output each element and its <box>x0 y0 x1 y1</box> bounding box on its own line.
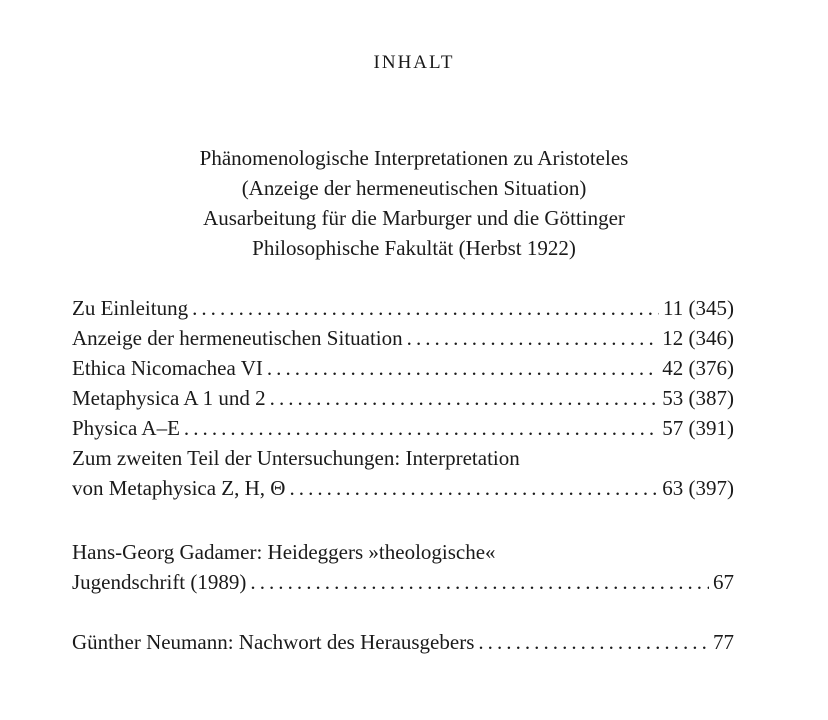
toc-entry-title-line: Hans-Georg Gadamer: Heideggers »theologische« <box>72 540 496 564</box>
work-title-line: (Anzeige der hermeneutischen Situation) <box>241 176 587 200</box>
toc-entry-title: Jugendschrift (1989) <box>72 570 247 594</box>
toc-entry <box>72 293 734 323</box>
dot-leader <box>478 627 709 657</box>
toc-entry <box>72 323 734 353</box>
dot-leader <box>192 293 659 323</box>
dot-leader <box>270 383 659 413</box>
toc-entry-title: von Metaphysica Z, H, Θ <box>72 476 286 500</box>
dot-leader <box>250 567 709 597</box>
toc-entry-page: 53 (387) <box>662 386 734 410</box>
toc-entry-title: Physica A–E <box>72 416 180 440</box>
toc-entry-title: Zu Einleitung <box>72 296 189 320</box>
table-of-contents <box>72 293 734 503</box>
toc-entry <box>72 473 734 503</box>
toc-entry-page: 57 (391) <box>662 416 734 440</box>
toc-entry-page: 11 (345) <box>663 296 734 320</box>
toc-entry <box>72 567 734 597</box>
toc-entry-page: 63 (397) <box>662 476 734 500</box>
toc-entry <box>72 353 734 383</box>
toc-entry <box>72 383 734 413</box>
work-title-line: Ausarbeitung für die Marburger und die Göttinger <box>203 206 625 230</box>
page-heading: INHALT <box>373 52 455 73</box>
toc-entry-title: Metaphysica A 1 und 2 <box>72 386 266 410</box>
toc-entry <box>72 627 734 657</box>
dot-leader <box>407 323 659 353</box>
toc-entry-page: 42 (376) <box>662 356 734 380</box>
toc-entry <box>72 413 734 443</box>
toc-entry-page: 77 <box>713 630 734 654</box>
dot-leader <box>184 413 658 443</box>
toc-entry-title: Anzeige der hermeneutischen Situation <box>72 326 403 350</box>
toc-section-gadamer <box>72 537 734 597</box>
work-title-block <box>0 143 828 263</box>
dot-leader <box>289 473 658 503</box>
toc-entry-title: Ethica Nicomachea VI <box>72 356 263 380</box>
work-title-line: Philosophische Fakultät (Herbst 1922) <box>252 236 576 260</box>
toc-entry-title-line: Zum zweiten Teil der Untersuchungen: Interpretation <box>72 446 520 470</box>
work-title-line: Phänomenologische Interpretationen zu Aristoteles <box>199 146 629 170</box>
dot-leader <box>267 353 658 383</box>
toc-entry-page: 67 <box>713 570 734 594</box>
toc-section-neumann <box>72 627 734 657</box>
toc-entry-page: 12 (346) <box>662 326 734 350</box>
toc-entry-title: Günther Neumann: Nachwort des Herausgebers <box>72 630 475 654</box>
